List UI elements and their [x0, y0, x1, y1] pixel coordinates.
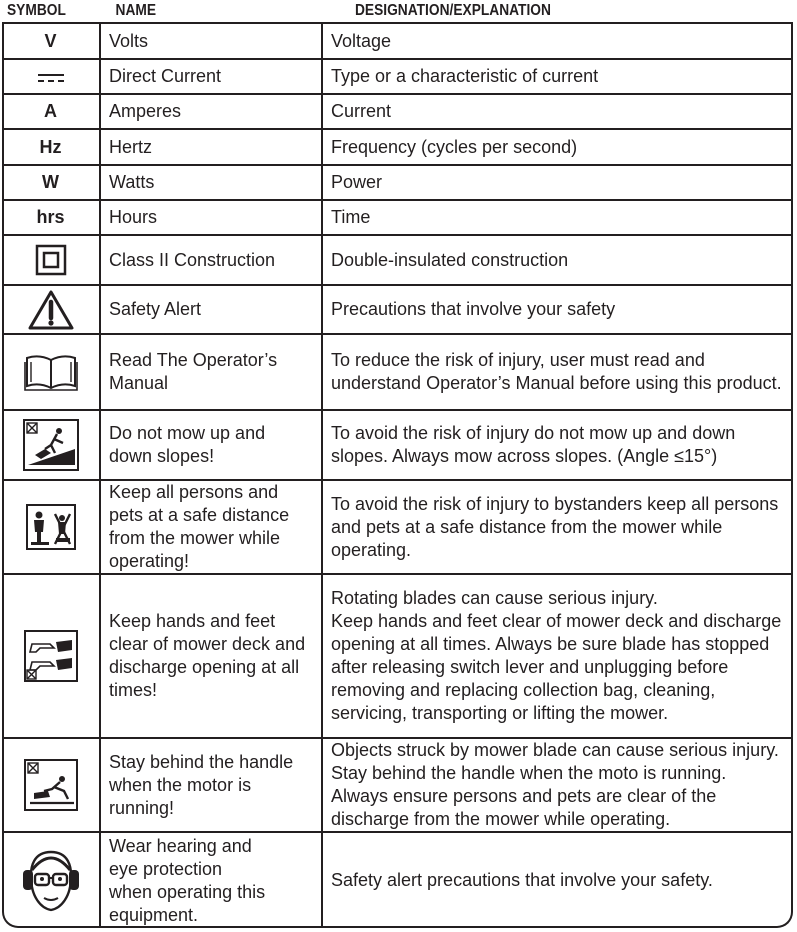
- designation-cell: To avoid the risk of injury to bystanders keep all persons and pets at a safe distance from the mower while operating.: [322, 480, 793, 574]
- table-row: [2, 165, 793, 200]
- table-row: [2, 23, 793, 59]
- name-cell: Keep all persons and pets at a safe distance from the mower while operating!: [100, 480, 322, 574]
- name-cell: Stay behind the handle when the motor is running!: [100, 738, 322, 832]
- name-cell: Safety Alert: [100, 285, 322, 334]
- table-row: [2, 480, 793, 574]
- name-cell: Read The Operator’s Manual: [100, 334, 322, 410]
- no-mowing-slopes-icon: [23, 419, 79, 471]
- designation-cell: Frequency (cycles per second): [322, 129, 793, 165]
- designation-cell: Type or a characteristic of current: [322, 59, 793, 94]
- direct-current-icon: [38, 74, 64, 82]
- header-name: NAME: [115, 2, 157, 19]
- symbol-cell: [2, 738, 100, 832]
- symbol-cell: [2, 410, 100, 480]
- table-row: [2, 129, 793, 165]
- symbol-cell: [2, 480, 100, 574]
- designation-cell: To avoid the risk of injury do not mow up and down slopes. Always mow across slopes. (Angle ≤15°): [322, 410, 793, 480]
- symbol-cell: A: [2, 94, 100, 129]
- name-cell: Do not mow up and down slopes!: [100, 410, 322, 480]
- symbol-cell: [2, 59, 100, 94]
- class-ii-construction-icon: [35, 244, 67, 276]
- designation-cell: Time: [322, 200, 793, 235]
- table-row: [2, 235, 793, 285]
- designation-cell: Precautions that involve your safety: [322, 285, 793, 334]
- keep-hands-feet-clear-icon: [24, 630, 78, 682]
- safety-alert-icon: [27, 289, 75, 331]
- name-cell: Hertz: [100, 129, 322, 165]
- table-row: [2, 59, 793, 94]
- read-manual-icon: [23, 352, 79, 392]
- symbol-cell: [2, 832, 100, 928]
- name-cell: Amperes: [100, 94, 322, 129]
- table-row: [2, 832, 793, 928]
- designation-cell: Current: [322, 94, 793, 129]
- name-cell: Volts: [100, 23, 322, 59]
- symbols-table: [2, 22, 793, 928]
- name-cell: Class II Construction: [100, 235, 322, 285]
- header-symbol: SYMBOL: [7, 2, 66, 19]
- designation-cell: Safety alert precautions that involve your safety.: [322, 832, 793, 928]
- hearing-eye-protection-icon: [20, 848, 82, 914]
- table-row: [2, 200, 793, 235]
- stay-behind-handle-icon: [24, 759, 78, 811]
- table-row: [2, 334, 793, 410]
- symbol-cell: [2, 574, 100, 738]
- name-cell: Keep hands and feet clear of mower deck and discharge opening at all times!: [100, 574, 322, 738]
- symbol-cell: hrs: [2, 200, 100, 235]
- symbol-cell: W: [2, 165, 100, 200]
- symbol-cell: [2, 235, 100, 285]
- table-row: [2, 285, 793, 334]
- name-cell: Wear hearing and eye protection when operating this equipment.: [100, 832, 322, 928]
- designation-cell: Objects struck by mower blade can cause serious injury. Stay behind the handle when the moto is running. Always ensure persons and pets are clear of the discharge from the mower while operating.: [322, 738, 793, 832]
- designation-cell: Double-insulated construction: [322, 235, 793, 285]
- name-cell: Hours: [100, 200, 322, 235]
- symbol-cell: [2, 334, 100, 410]
- symbol-cell: Hz: [2, 129, 100, 165]
- table-row: [2, 94, 793, 129]
- symbol-cell: V: [2, 23, 100, 59]
- name-cell: Watts: [100, 165, 322, 200]
- table-header: [0, 0, 797, 22]
- keep-bystanders-away-icon: [26, 504, 76, 550]
- table-row: [2, 410, 793, 480]
- designation-cell: Rotating blades can cause serious injury. Keep hands and feet clear of mower deck and discharge opening at all times. Always be sure blade has stopped after releasing switch lever and unplugging before removing and replacing collection bag, cleaning, servicing, transporting or lifting the mower.: [322, 574, 793, 738]
- designation-cell: Power: [322, 165, 793, 200]
- table-row: [2, 738, 793, 832]
- header-designation: DESIGNATION/EXPLANATION: [354, 2, 551, 19]
- name-cell: Direct Current: [100, 59, 322, 94]
- symbol-cell: [2, 285, 100, 334]
- table-row: [2, 574, 793, 738]
- designation-cell: Voltage: [322, 23, 793, 59]
- designation-cell: To reduce the risk of injury, user must read and understand Operator’s Manual before using this product.: [322, 334, 793, 410]
